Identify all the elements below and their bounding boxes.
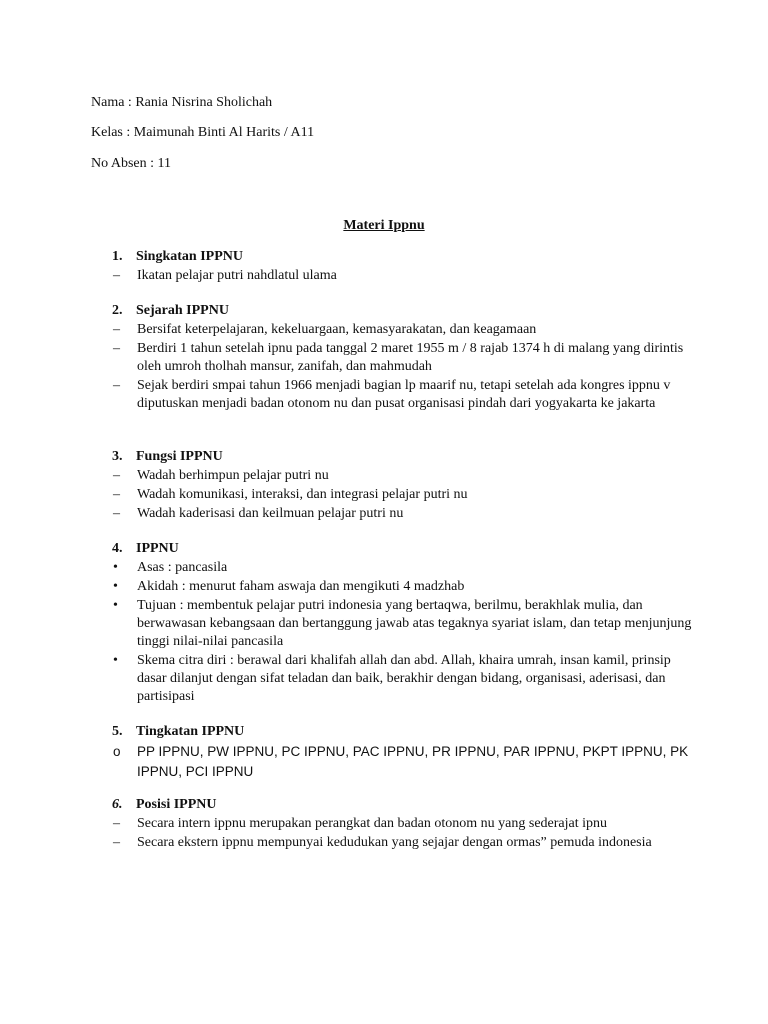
list-item-text: Sejak berdiri smpai tahun 1966 menjadi bagian lp maarif nu, tetapi setelah ada kongres ippnu v diputuskan menjadi badan otonom nu dan pusat organisasi pindah dari yogyakarta ke jakarta (137, 378, 671, 411)
list-item (112, 559, 692, 577)
section-title: Sejarah IPPNU (136, 303, 229, 318)
section-title: Singkatan IPPNU (136, 249, 243, 264)
list-item-text: Akidah : menurut faham aswaja dan mengikuti 4 madzhab (137, 579, 465, 594)
section-heading (112, 448, 692, 466)
list-item (112, 597, 692, 651)
section-number: 2. (112, 303, 123, 318)
dash-marker: – (113, 816, 120, 831)
list-item (112, 467, 692, 485)
list-item (112, 267, 692, 285)
student-absence-number: No Absen : 11 (91, 156, 171, 171)
section-number: 3. (112, 449, 123, 464)
section-fungsi (112, 448, 692, 523)
section-number: 4. (112, 541, 123, 556)
dash-marker: – (113, 322, 120, 337)
student-class: Kelas : Maimunah Binti Al Harits / A11 (91, 125, 315, 140)
list-item-text: PP IPPNU, PW IPPNU, PC IPPNU, PAC IPPNU, PR IPPNU, PAR IPPNU, PKPT IPPNU, PK IPPNU, PCI IPPNU (137, 744, 689, 779)
section-heading (112, 540, 692, 558)
section-ippnu (112, 540, 692, 706)
list-item-text: Secara ekstern ippnu mempunyai kedudukan yang sejajar dengan ormas” pemuda indonesia (137, 835, 652, 850)
section-heading (112, 248, 692, 266)
dash-marker: – (113, 506, 120, 521)
list-item-text: Secara intern ippnu merupakan perangkat dan badan otonom nu yang sederajat ipnu (137, 816, 608, 831)
list-item (112, 377, 692, 413)
list-item-text: Tujuan : membentuk pelajar putri indonesia yang bertaqwa, berilmu, berakhlak mulia, dan berwawasan kebangsaan dan bertanggung jawab atas tegaknya syariat islam, dan tetap menjunjung tinggi nilai-nilai pancasila (137, 598, 692, 649)
dash-marker: – (113, 468, 120, 483)
section-heading (112, 796, 692, 814)
list-item-text: Asas : pancasila (137, 560, 228, 575)
section-title: IPPNU (136, 541, 179, 556)
section-title: Tingkatan IPPNU (136, 724, 245, 739)
list-item-text: Wadah berhimpun pelajar putri nu (137, 468, 329, 483)
section-posisi (112, 796, 692, 852)
student-name: Nama : Rania Nisrina Sholichah (91, 95, 273, 110)
bullet-marker: • (113, 653, 118, 668)
list-item (112, 578, 692, 596)
section-heading (112, 723, 692, 741)
bullet-marker: • (113, 560, 118, 575)
document-title: Materi Ippnu (343, 218, 425, 233)
section-title: Posisi IPPNU (136, 797, 217, 812)
section-number: 6. (112, 797, 123, 812)
section-singkatan (112, 248, 692, 285)
list-item (112, 486, 692, 504)
list-item-text: Berdiri 1 tahun setelah ipnu pada tanggal 2 maret 1955 m / 8 rajab 1374 h di malang yang dirintis oleh umroh tholhah mansur, zanifah, dan mahmudah (137, 341, 684, 374)
bullet-marker: • (113, 598, 118, 613)
list-item-text: Bersifat keterpelajaran, kekeluargaan, kemasyarakatan, dan keagamaan (137, 322, 537, 337)
list-item (112, 815, 692, 833)
dash-marker: – (113, 341, 120, 356)
list-item (112, 652, 692, 706)
section-heading (112, 302, 692, 320)
list-item-text: Wadah komunikasi, interaksi, dan integrasi pelajar putri nu (137, 487, 468, 502)
list-item (112, 321, 692, 339)
list-item (112, 834, 692, 852)
list-item (112, 505, 692, 523)
dash-marker: – (113, 487, 120, 502)
list-item (112, 742, 692, 782)
section-title: Fungsi IPPNU (136, 449, 223, 464)
section-tingkatan (112, 723, 692, 782)
bullet-marker: • (113, 579, 118, 594)
dash-marker: – (113, 268, 120, 283)
section-sejarah (112, 302, 692, 413)
list-item-text: Wadah kaderisasi dan keilmuan pelajar putri nu (137, 506, 404, 521)
list-item-text: Skema citra diri : berawal dari khalifah allah dan abd. Allah, khaira umrah, insan kamil, prinsip dasar dilanjut dengan sifat teladan dan baik, berakhir dengan bidang, organisasi, aderisasi, dan partisipasi (137, 653, 671, 704)
dash-marker: – (113, 378, 120, 393)
section-number: 1. (112, 249, 123, 264)
section-number: 5. (112, 724, 123, 739)
circle-marker: o (113, 744, 121, 759)
dash-marker: – (113, 835, 120, 850)
list-item-text: Ikatan pelajar putri nahdlatul ulama (137, 268, 337, 283)
list-item (112, 340, 692, 376)
